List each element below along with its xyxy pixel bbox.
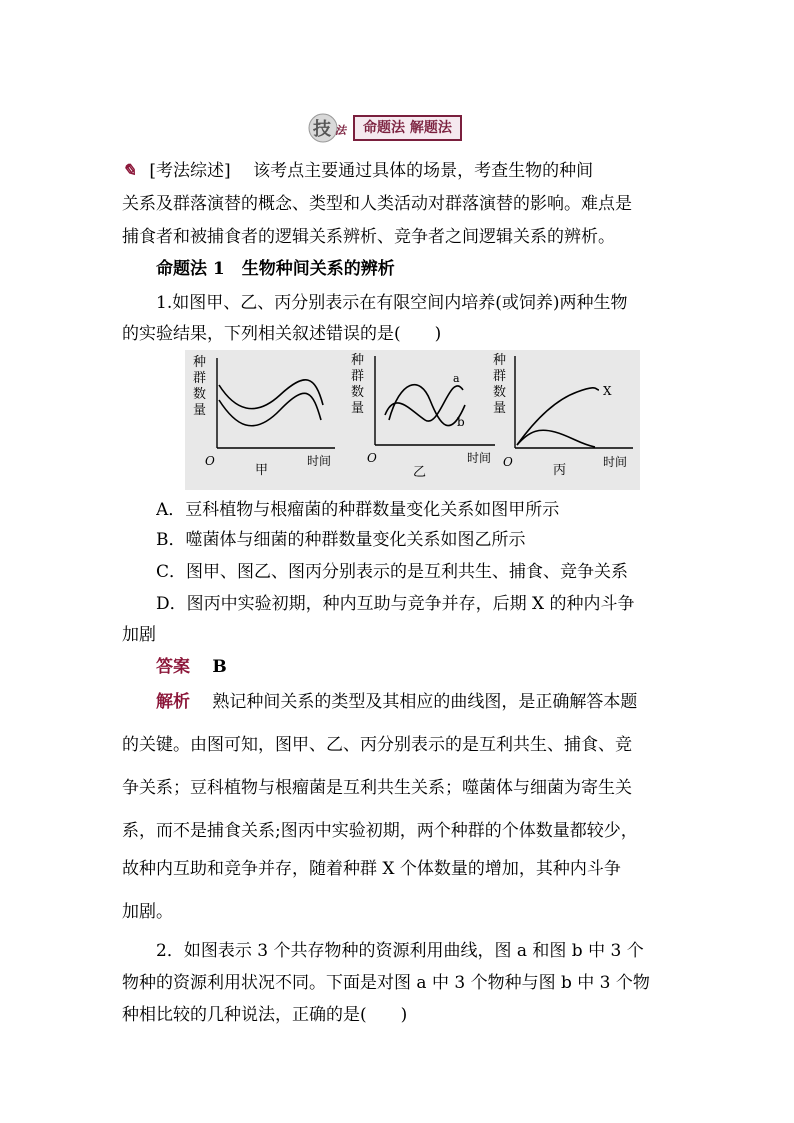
chart-jia-title: 甲 [255, 463, 269, 478]
chart-yi-title: 乙 [413, 465, 427, 480]
summary-tag: [考法综述] [149, 161, 231, 181]
chart-jia-ylabel-4: 量 [193, 403, 207, 418]
chart-bing [493, 353, 633, 478]
chart-bing-label-x: X [603, 384, 612, 398]
answer-label: 答案 [156, 657, 190, 677]
population-charts [185, 350, 640, 490]
chart-bing-ylabel-4: 量 [493, 401, 507, 416]
q1-option-c: C．图甲、图乙、图丙分别表示的是互利共生、捕食、竞争关系 [156, 562, 629, 582]
chart-jia-series-lower [219, 393, 321, 425]
q1-stem-line-1: 1.如图甲、乙、丙分别表示在有限空间内培养(或饲养)两种生物 [156, 293, 628, 313]
pen-icon: ✎ [122, 161, 137, 181]
q1-option-a: A．豆科植物与根瘤菌的种群数量变化关系如图甲所示 [156, 500, 560, 520]
q2-line-1: 2．如图表示 3 个共存物种的资源利用曲线，图 a 和图 b 中 3 个 [156, 941, 644, 961]
chart-jia-xlabel: 时间 [307, 454, 332, 468]
chart-bing-ylabel-3: 数 [493, 385, 507, 400]
chart-yi-xlabel: 时间 [467, 451, 492, 465]
summary-line-1: ✎ [考法综述] 该考点主要通过具体的场景，考查生物的种间 [122, 161, 594, 181]
q1-answer [156, 656, 682, 678]
chart-yi-ylabel-4: 量 [351, 401, 365, 416]
q2-line-2: 物种的资源利用状况不同。下面是对图 a 中 3 个物种与图 b 中 3 个物 [122, 973, 650, 993]
banner-logo [307, 112, 351, 144]
chart-yi-series-b [385, 386, 463, 421]
q1-analysis-line-3: 争关系；豆科植物与根瘤菌是互利共生关系；噬菌体与细菌为寄生关 [122, 778, 632, 798]
chart-bing-xlabel: 时间 [603, 455, 628, 469]
method-title: 命题法 1 生物种间关系的辨析 [156, 259, 395, 279]
q1-option-b: B．噬菌体与细菌的种群数量变化关系如图乙所示 [156, 530, 526, 550]
chart-jia-ylabel-3: 数 [193, 387, 207, 402]
q1-stem-line-2: 的实验结果，下列相关叙述错误的是( ) [122, 324, 442, 344]
chart-yi-ylabel-1: 种 [351, 353, 365, 368]
chart-jia-ylabel-1: 种 [193, 355, 207, 370]
q1-option-d-line-1: D．图丙中实验初期，种内互助与竞争并存，后期 X 的种内斗争 [156, 594, 635, 614]
chart-jia-origin: O [205, 454, 215, 468]
chart-bing-ylabel-2: 群 [493, 369, 507, 384]
svg-text:技: 技 [313, 119, 331, 140]
q1-analysis-line-4: 系，而不是捕食关系;图丙中实验初期，两个种群的个体数量都较少， [122, 821, 638, 841]
chart-bing-origin: O [503, 455, 513, 469]
chart-yi-series-a [389, 385, 465, 426]
chart-yi-label-a: a [453, 372, 460, 385]
chart-bing-ylabel-1: 种 [493, 353, 507, 368]
banner-label: 命题法 解题法 [353, 115, 462, 141]
answer-value: B [212, 657, 227, 677]
q1-analysis-line-1: 解析 熟记种间关系的类型及其相应的曲线图，是正确解答本题 [156, 692, 638, 712]
svg-text:法: 法 [335, 124, 346, 137]
q1-analysis-line-6: 加剧。 [122, 902, 173, 922]
chart-bing-series-x [517, 388, 599, 445]
chart-yi-ylabel-3: 数 [351, 385, 365, 400]
chart-yi-label-b: b [457, 415, 465, 429]
q2-line-3: 种相比较的几种说法，正确的是( ) [122, 1005, 408, 1025]
chart-yi [351, 353, 495, 480]
chart-bing-series-other [517, 430, 595, 447]
q1-analysis-line-2: 的关键。由图可知，图甲、乙、丙分别表示的是互利共生、捕食、竞 [122, 735, 632, 755]
chart-jia-ylabel-2: 群 [193, 371, 207, 386]
analysis-label: 解析 [156, 692, 190, 712]
summary-line-3: 捕食者和被捕食者的逻辑关系辨析、竞争者之间逻辑关系的辨析。 [122, 227, 615, 247]
section-banner [307, 112, 487, 144]
chart-jia [193, 355, 335, 478]
q1-analysis-line-5: 故种内互助和竞争并存，随着种群 X 个体数量的增加，其种内斗争 [122, 859, 621, 879]
chart-yi-origin: O [367, 451, 377, 465]
summary-line-2: 关系及群落演替的概念、类型和人类活动对群落演替的影响。难点是 [122, 194, 632, 214]
q1-option-d-line-2: 加剧 [122, 625, 156, 645]
chart-yi-ylabel-2: 群 [351, 369, 365, 384]
chart-bing-title: 丙 [553, 463, 567, 478]
